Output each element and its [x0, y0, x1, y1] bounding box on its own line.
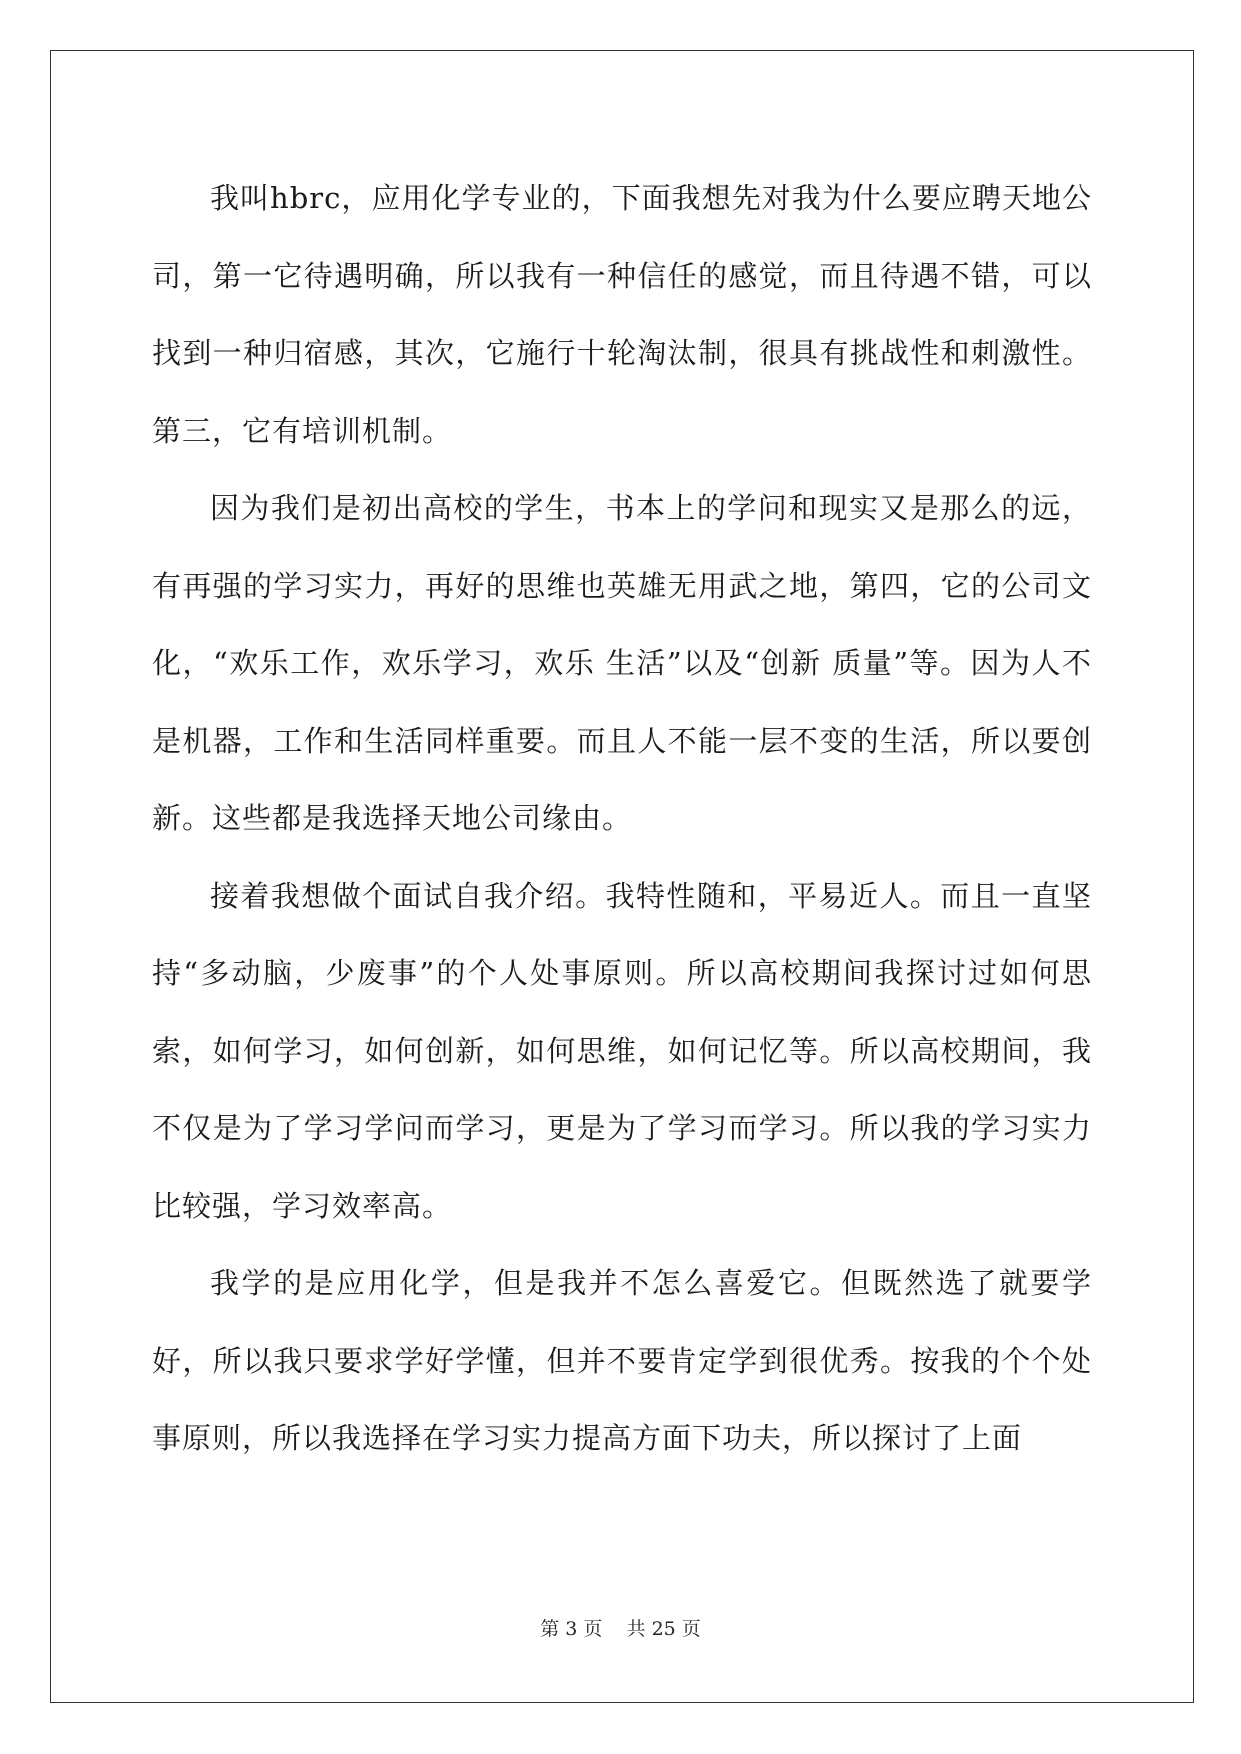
- paragraph-4: 我学的是应用化学，但是我并不怎么喜爱它。但既然选了就要学好，所以我只要求学好学懂，但并不要肯定学到很优秀。按我的个个处事原则，所以我选择在学习实力提高方面下功夫，所以探讨了上面: [152, 1266, 1092, 1455]
- paragraph-1: 我叫hbrc，应用化学专业的，下面我想先对我为什么要应聘天地公司，第一它待遇明确，所以我有一种信任的感觉，而且待遇不错，可以找到一种归宿感，其次，它施行十轮淘汰制，很具有挑战性和刺激性。第三，它有培训机制。: [152, 181, 1092, 448]
- page-total: 共 25 页: [626, 1618, 701, 1640]
- document-body: [152, 160, 1092, 1478]
- paragraph-2: 因为我们是初出高校的学生，书本上的学问和现实又是那么的远，有再强的学习实力，再好的思维也英雄无用武之地，第四，它的公司文化，“欢乐工作，欢乐学习，欢乐 生活”以及“创新 质量”等。因为人不是机器，工作和生活同样重要。而且人不能一层不变的生活，所以要创新。这些都是我选择天地公司缘由。: [152, 491, 1092, 835]
- page-number: 第 3 页: [540, 1618, 603, 1640]
- paragraph-3: 接着我想做个面试自我介绍。我特性随和，平易近人。而且一直坚持“多动脑，少废事”的个人处事原则。所以高校期间我探讨过如何思索，如何学习，如何创新，如何思维，如何记忆等。所以高校期间，我不仅是为了学习学问而学习，更是为了学习而学习。所以我的学习实力比较强，学习效率高。: [152, 878, 1092, 1223]
- page-footer: [0, 1614, 1241, 1641]
